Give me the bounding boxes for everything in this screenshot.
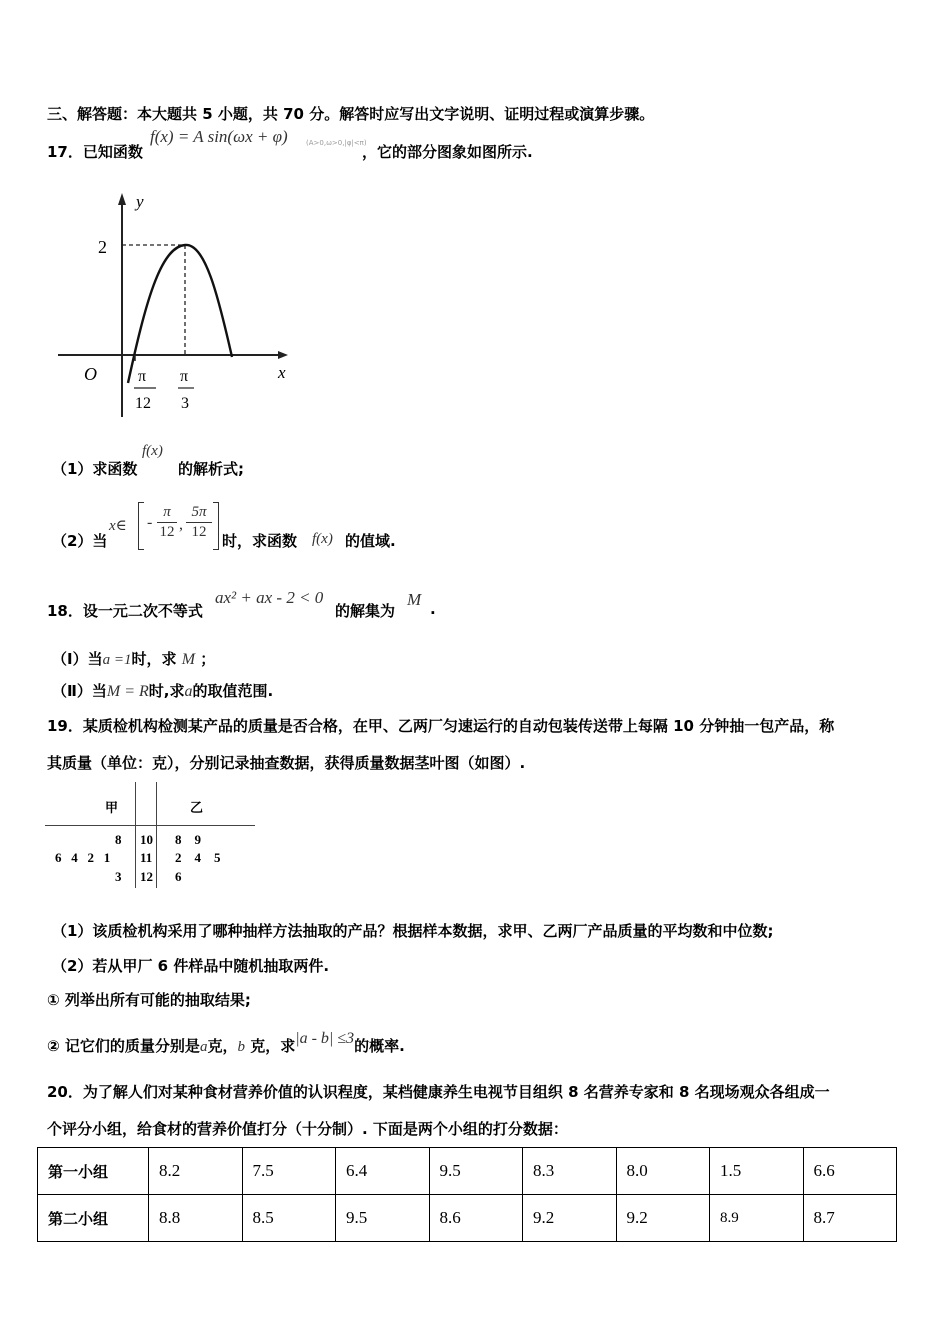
group2-score: 8.5 <box>242 1195 336 1242</box>
q19-sub2-cond: |a - b| ≤3 <box>295 1030 355 1047</box>
table-row-group2 <box>38 1195 897 1242</box>
tick2-denominator: 3 <box>181 395 189 412</box>
table-row-group1 <box>38 1148 897 1195</box>
interval-upper-fraction <box>186 504 212 541</box>
interval-left-bracket <box>138 502 144 550</box>
q18-part1-set: M <box>181 651 196 668</box>
group2-score: 8.9 <box>710 1195 804 1242</box>
q19-sub2-mid1: 克， <box>207 1037 238 1055</box>
q19-sub2-a: a <box>199 1039 208 1055</box>
q17-part2-middle: 时，求函数 <box>222 532 298 550</box>
q18-part1 <box>52 648 215 669</box>
q18-middle: 的解集为 <box>335 602 396 620</box>
q17-intro: 已知函数 <box>82 143 143 161</box>
row2-right: 2 4 5 <box>175 850 221 865</box>
q18-part1-prefix: （Ⅰ）当 <box>52 650 103 668</box>
group1-score: 8.2 <box>149 1148 243 1195</box>
row3-right: 6 <box>175 869 182 884</box>
q18-part2-var: a <box>184 683 193 700</box>
lower-denominator: 12 <box>159 524 175 540</box>
row3-stem: 12 <box>140 869 153 884</box>
q19-sub2-prefix: ② 记它们的质量分别是 <box>47 1037 200 1055</box>
interval-lower-fraction <box>157 504 177 541</box>
q18-intro-line <box>47 600 203 621</box>
q19-part1: （1）该质检机构采用了哪种抽样方法抽取的产品？根据样本数据，求甲、乙两厂产品质量的平均数和中位数; <box>52 922 774 940</box>
q18-number: 18． <box>47 602 83 620</box>
q18-part2-cond: M = R <box>106 683 149 700</box>
q18-part2-end: 的取值范围. <box>192 682 274 700</box>
row3-left: 3 <box>115 869 122 884</box>
interval-comma: , <box>179 516 183 533</box>
q19-sub2-suffix: 的概率. <box>354 1037 405 1055</box>
origin-label: O <box>84 364 97 384</box>
q19-line1: 19．某质检机构检测某产品的质量是否合格，在甲、乙两厂匀速运行的自动包装传送带上每隔 10 分钟抽一包产品，称 <box>47 717 835 735</box>
group1-score: 7.5 <box>242 1148 336 1195</box>
right-header: 乙 <box>190 800 204 815</box>
tick1-numerator: π <box>138 368 147 385</box>
q17-part2-var: x∈ <box>109 518 127 534</box>
group2-score: 8.8 <box>149 1195 243 1242</box>
q17-sine-graph <box>50 185 300 420</box>
q19-sub1: ① 列举出所有可能的抽取结果; <box>47 991 251 1009</box>
q17-formula: f(x) = A sin(ωx + φ) <box>150 127 288 146</box>
q18-part1-cond: a =1 <box>102 652 132 668</box>
group2-score: 8.7 <box>803 1195 897 1242</box>
interval-lower-sign: - <box>147 514 153 531</box>
y-axis-label: y <box>136 192 144 211</box>
group1-score: 6.4 <box>336 1148 430 1195</box>
q18-intro: 设一元二次不等式 <box>82 602 203 620</box>
q18-part1-middle: 时，求 <box>131 650 177 668</box>
q17-part2-suffix: 的值域. <box>345 532 396 550</box>
group2-score: 9.2 <box>616 1195 710 1242</box>
q17-suffix: ，它的部分图象如图所示. <box>362 143 533 161</box>
q19-part2: （2）若从甲厂 6 件样品中随机抽取两件. <box>52 957 330 975</box>
row1-stem: 10 <box>140 832 153 847</box>
x-axis-label: x <box>278 363 286 382</box>
q18-inequality: ax² + ax - 2 < 0 <box>215 588 324 607</box>
group1-label: 第一小组 <box>38 1148 149 1195</box>
q18-part2 <box>52 680 273 701</box>
group2-score: 9.2 <box>523 1195 617 1242</box>
q18-part1-end: ； <box>200 650 216 668</box>
max-value-label: 2 <box>98 237 107 257</box>
q17-number: 17． <box>47 143 83 161</box>
stem-leaf-plot <box>45 782 257 892</box>
q20-line2: 个评分小组，给食材的营养价值打分（十分制）. 下面是两个小组的打分数据： <box>47 1120 568 1138</box>
interval-right-bracket <box>213 502 219 550</box>
q18-end: . <box>430 600 436 618</box>
q19-line2: 其质量（单位：克），分别记录抽查数据，获得质量数据茎叶图（如图）. <box>47 754 526 772</box>
row2-left: 6 4 2 1 <box>55 850 111 865</box>
row2-stem: 11 <box>140 850 153 865</box>
score-table <box>37 1147 897 1242</box>
lower-numerator: π <box>163 504 171 520</box>
q17-condition: (A>0,ω>0,|φ|<π) <box>306 139 367 147</box>
upper-denominator: 12 <box>191 524 207 540</box>
group1-score: 6.6 <box>803 1148 897 1195</box>
group1-score: 9.5 <box>429 1148 523 1195</box>
group1-score: 1.5 <box>710 1148 804 1195</box>
q17-part1-func: f(x) <box>142 443 163 459</box>
q17-part1-prefix: （1）求函数 <box>52 460 138 478</box>
group2-label: 第二小组 <box>38 1195 149 1242</box>
q18-set: M <box>407 590 422 609</box>
upper-numerator: 5π <box>191 504 207 520</box>
y-axis-arrow <box>118 193 126 205</box>
q17-intro-line <box>47 141 143 162</box>
tick1-denominator: 12 <box>135 395 151 412</box>
section-header: 三、解答题：本大题共 5 小题，共 70 分。解答时应写出文字说明、证明过程或演算步骤。 <box>47 105 655 123</box>
q17-part2-func: f(x) <box>312 531 333 547</box>
left-header: 甲 <box>105 800 119 815</box>
q20-line1: 20．为了解人们对某种食材营养价值的认识程度，某档健康养生电视节目组织 8 名营养专家和 8 名现场观众各组成一 <box>47 1083 830 1101</box>
x-axis-arrow <box>278 351 288 359</box>
tick2-numerator: π <box>180 368 189 385</box>
q19-sub2 <box>47 1030 405 1056</box>
q17-part2-prefix: （2）当 <box>52 532 108 550</box>
row1-right: 8 9 <box>175 832 201 847</box>
group1-score: 8.0 <box>616 1148 710 1195</box>
group2-score: 8.6 <box>429 1195 523 1242</box>
group2-score: 9.5 <box>336 1195 430 1242</box>
row1-left: 8 <box>115 832 122 847</box>
q18-part2-middle: 时,求 <box>148 682 185 700</box>
q19-sub2-mid2: 克，求 <box>250 1037 296 1055</box>
sine-curve <box>128 245 232 383</box>
q17-part1-suffix: 的解析式; <box>178 460 244 478</box>
q18-part2-prefix: （Ⅱ）当 <box>52 682 107 700</box>
group1-score: 8.3 <box>523 1148 617 1195</box>
q19-sub2-b: b <box>237 1039 245 1055</box>
